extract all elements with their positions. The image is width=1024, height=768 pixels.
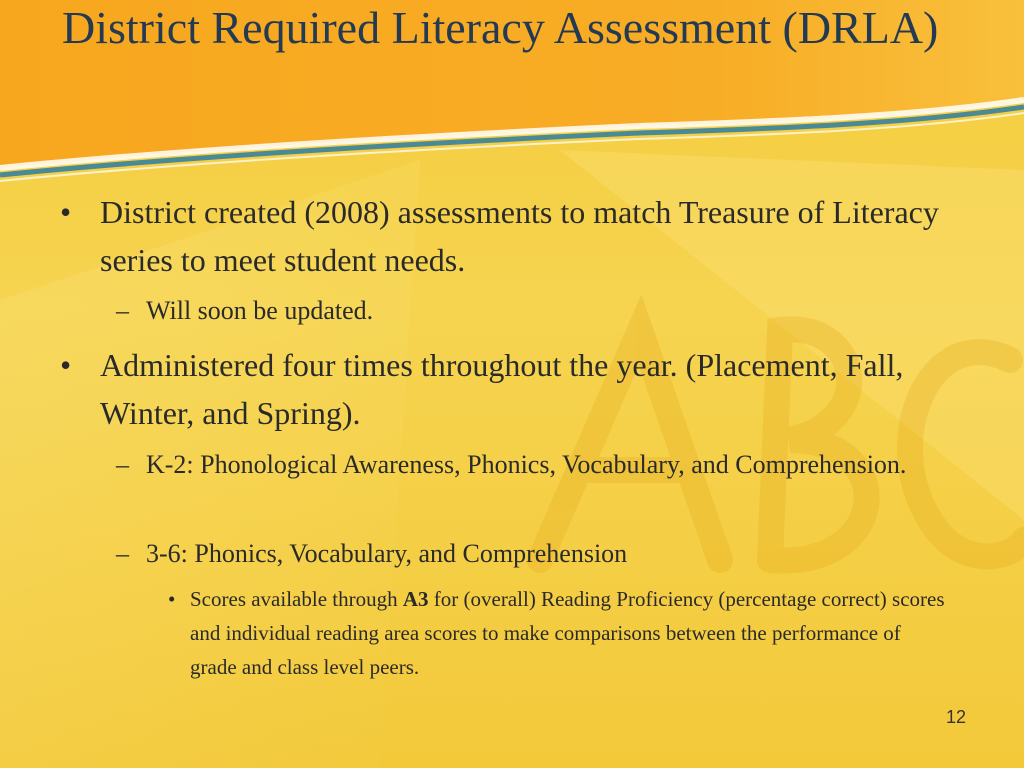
sub-bullet-text: Will soon be updated. (146, 296, 374, 325)
page-number: 12 (946, 707, 967, 727)
sub-bullet-item (116, 292, 946, 330)
bullet-dot: • (168, 587, 176, 611)
sub-bullet-text: K-2: Phonological Awareness, Phonics, Vocabulary, and Comprehension. (146, 450, 907, 479)
dash-marker: – (116, 450, 129, 479)
sub-bullet-item (116, 535, 946, 573)
detail-text-before: Scores available through (190, 587, 403, 611)
a3-bold-term: A3 (402, 587, 429, 611)
slide-title: District Required Literacy Assessment (DRLA) (62, 2, 939, 53)
bullet-text: District created (2008) assessments to match Treasure of Literacy series to meet student needs. (100, 194, 939, 278)
sub-bullet-text: 3-6: Phonics, Vocabulary, and Comprehension (146, 539, 628, 568)
sub-bullet-item (116, 446, 946, 484)
bullet-dot: • (60, 347, 72, 383)
sub-sub-bullet-item (168, 582, 950, 684)
bullet-item (60, 341, 980, 437)
bullet-item (60, 188, 980, 284)
bullet-text: Administered four times throughout the year. (Placement, Fall, Winter, and Spring). (100, 347, 904, 431)
dash-marker: – (116, 296, 129, 325)
dash-marker: – (116, 539, 129, 568)
bullet-dot: • (60, 194, 72, 230)
detail-text-after: for (overall) Reading Proficiency (percentage correct) scores and individual reading area scores to make comparisons between the performance of grade and class level peers. (190, 587, 945, 679)
